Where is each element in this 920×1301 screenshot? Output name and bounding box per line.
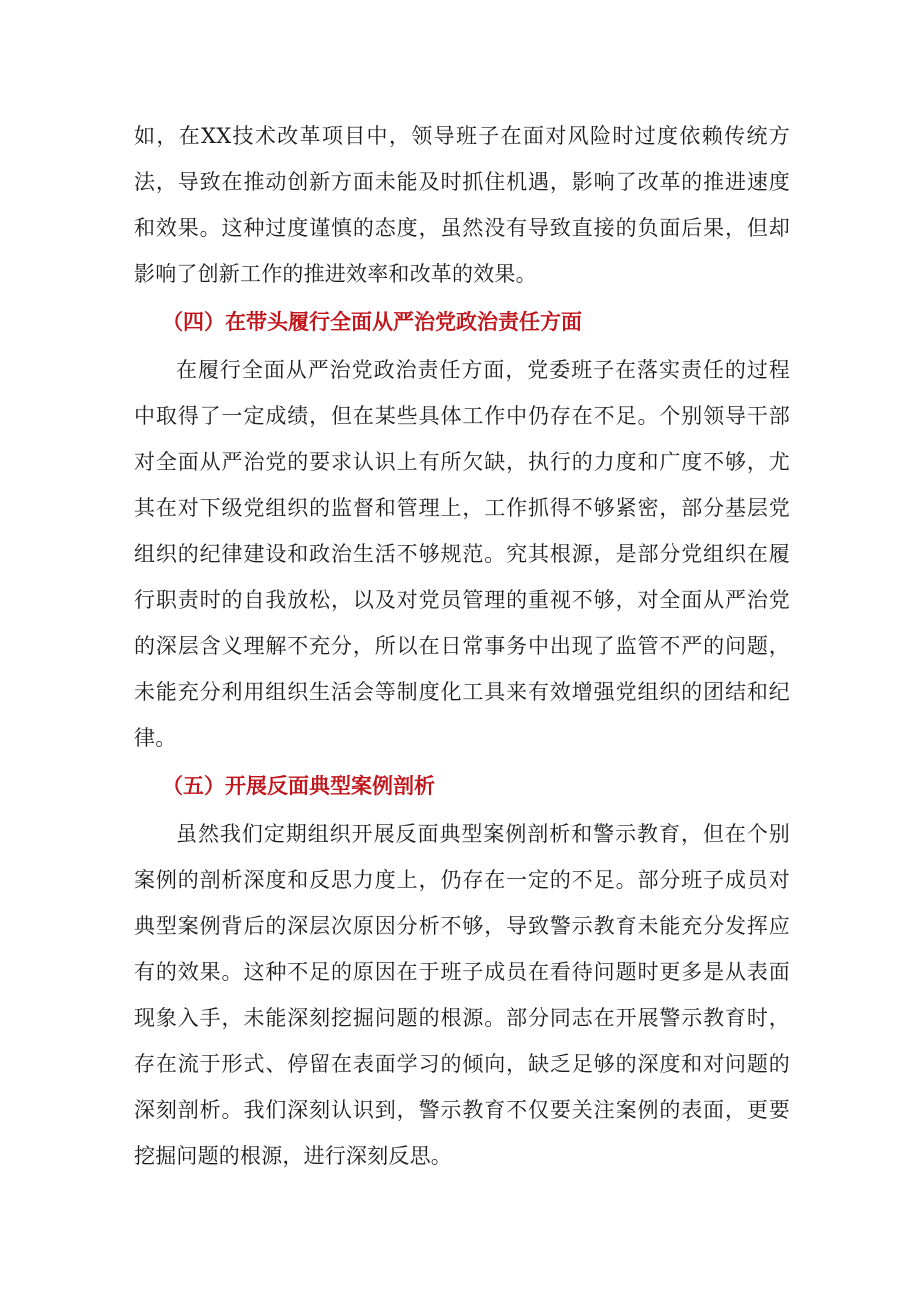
paragraph-section-5: 虽然我们定期组织开展反面典型案例剖析和警示教育，但在个别案例的剖析深度和反思力度上，仍存在一定的不足。部分班子成员对典型案例背后的深层次原因分析不够，导致警示教育未能充分发挥应有的效果。这种不足的原因在于班子成员在看待问题时更多是从表面现象入手，未能深刻挖掘问题的根源。部分同志在开展警示教育时，存在流于形式、停留在表面学习的倾向，缺乏足够的深度和对问题的深刻剖析。我们深刻认识到，警示教育不仅要关注案例的表面，更要挖掘问题的根源，进行深刻反思。 (134, 822, 790, 1168)
paragraph-section-4: 在履行全面从严治党政治责任方面，党委班子在落实责任的过程中取得了一定成绩，但在某些具体工作中仍存在不足。个别领导干部对全面从严治党的要求认识上有所欠缺，执行的力度和广度不够，尤其在对下级党组织的监督和管理上，工作抓得不够紧密，部分基层党组织的纪律建设和政治生活不够规范。究其根源，是部分党组织在履行职责时的自我放松，以及对党员管理的重视不够，对全面从严治党的深层含义理解不充分，所以在日常事务中出现了监管不严的问题，未能充分利用组织生活会等制度化工具来有效增强党组织的团结和纪律。 (134, 358, 790, 750)
document-body (134, 113, 790, 1179)
section-heading-5: （五）开展反面典型案例剖析 (162, 774, 435, 798)
section-heading-4: （四）在带头履行全面从严治党政治责任方面 (162, 310, 582, 334)
paragraph-continuation: 如，在XX技术改革项目中，领导班子在面对风险时过度依赖传统方法，导致在推动创新方面未能及时抓住机遇，影响了改革的推进速度和效果。这种过度谨慎的态度，虽然没有导致直接的负面后果，但却影响了创新工作的推进效率和改革的效果。 (134, 124, 790, 286)
